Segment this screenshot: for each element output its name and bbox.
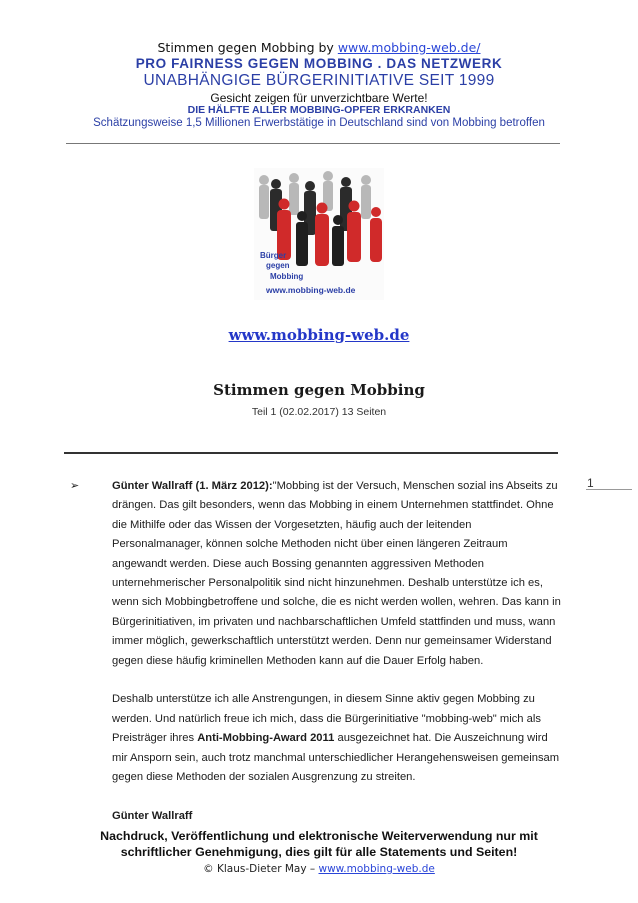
copyright-link[interactable]: www.mobbing-web.de bbox=[318, 863, 435, 875]
statement-signature: Günter Wallraff bbox=[112, 809, 193, 822]
header-site-link[interactable]: www.mobbing-web.de/ bbox=[337, 40, 481, 55]
document-title: Stimmen gegen Mobbing bbox=[213, 381, 425, 399]
site-link[interactable]: www.mobbing-web.de bbox=[228, 326, 410, 344]
reprint-notice bbox=[0, 828, 638, 860]
header-estimate: Schätzungsweise 1,5 Millionen Erwerbstätige in Deutschland sind von Mobbing betroffen bbox=[93, 117, 545, 129]
header-network-title: PRO FAIRNESS GEGEN MOBBING . DAS NETZWERK bbox=[135, 56, 503, 71]
header-divider bbox=[66, 143, 560, 144]
document-subtitle: Teil 1 (02.02.2017) 13 Seiten bbox=[251, 406, 387, 418]
statement-paragraph-2-part2: ausgezeichnet hat. Die Auszeichnung wird mir Ansporn sein, auch trotz manchmal unterschiedlicher Herangehensweisen gemeinsam gegen diese Methoden der sozialen Ausgrenzung zu streiten. bbox=[112, 732, 560, 784]
logo-text-line3: Mobbing bbox=[270, 272, 304, 281]
statement-body bbox=[70, 477, 565, 846]
content-divider bbox=[64, 452, 558, 454]
header-byline bbox=[0, 40, 638, 55]
header-motto: Gesicht zeigen für unverzichtbare Werte! bbox=[210, 91, 428, 105]
award-name: Anti-Mobbing-Award 2011 bbox=[197, 732, 335, 745]
logo-text-line2: gegen bbox=[266, 261, 290, 270]
logo-url: www.mobbing-web.de bbox=[266, 285, 356, 295]
statement-paragraph-2-part1: Deshalb unterstütze ich alle Anstrengungen, in diesem Sinne aktiv gegen Mobbing zu werden. Und natürlich freue ich mich, dass die Bürgerinitiative "mobbing-web" mich als Preisträger ihres bbox=[112, 693, 541, 745]
header-byline-text: Stimmen gegen Mobbing by bbox=[157, 40, 334, 55]
statement-paragraph-1 bbox=[70, 477, 565, 671]
logo-text-line1: Bürger bbox=[260, 251, 287, 260]
reprint-notice-line1: Nachdruck, Veröffentlichung und elektronische Weiterverwendung nur mit bbox=[100, 829, 538, 843]
page-number: 1 bbox=[587, 476, 594, 490]
reprint-notice-line2: schriftlicher Genehmigung, dies gilt für alle Statements und Seiten! bbox=[120, 845, 518, 859]
copyright-line bbox=[0, 863, 638, 875]
statement-paragraph-2 bbox=[90, 690, 565, 787]
copyright-text: © Klaus-Dieter May – bbox=[203, 863, 316, 875]
statement-paragraph-1-text: "Mobbing ist der Versuch, Menschen sozial ins Abseits zu drängen. Das gilt besonders, wenn das Mobbing in einem Unternehmen stattfindet. Ohne die Mithilfe oder das Wissen der Vorgesetzten, häufig auch der leitenden Personalmanager, können solche Methoden nicht über einen längeren Zeitraum angewandt werden. Diese auch Bossing genannten aggressiven Methoden unternehmerischer Personalpolitik sind nicht hinzunehmen. Deshalb unterstütze ich es, wenn sich Mobbingbetroffene und solche, die es nicht werden wollen, wehren. Das kann in Bürgerinitiativen, im privaten und nachbarschaftlichen Umfeld stattfinden und muss, wann immer möglich, gewerkschaftlich unterstützt werden. Denn nur gemeinsamer Widerstand gegen diese häufig kriminellen Methoden kann auf die Dauer Erfolg haben. bbox=[112, 480, 561, 667]
header-initiative-title: UNABHÄNGIGE BÜRGERINITIATIVE SEIT 1999 bbox=[143, 72, 495, 89]
statement-author-date: Günter Wallraff (1. März 2012): bbox=[112, 480, 273, 492]
logo-image bbox=[254, 168, 384, 300]
header-statement: DIE HÄLFTE ALLER MOBBING-OPFER ERKRANKEN bbox=[187, 104, 451, 116]
page-number-rule bbox=[586, 489, 632, 490]
arrow-bullet-icon: ➢ bbox=[70, 480, 80, 492]
